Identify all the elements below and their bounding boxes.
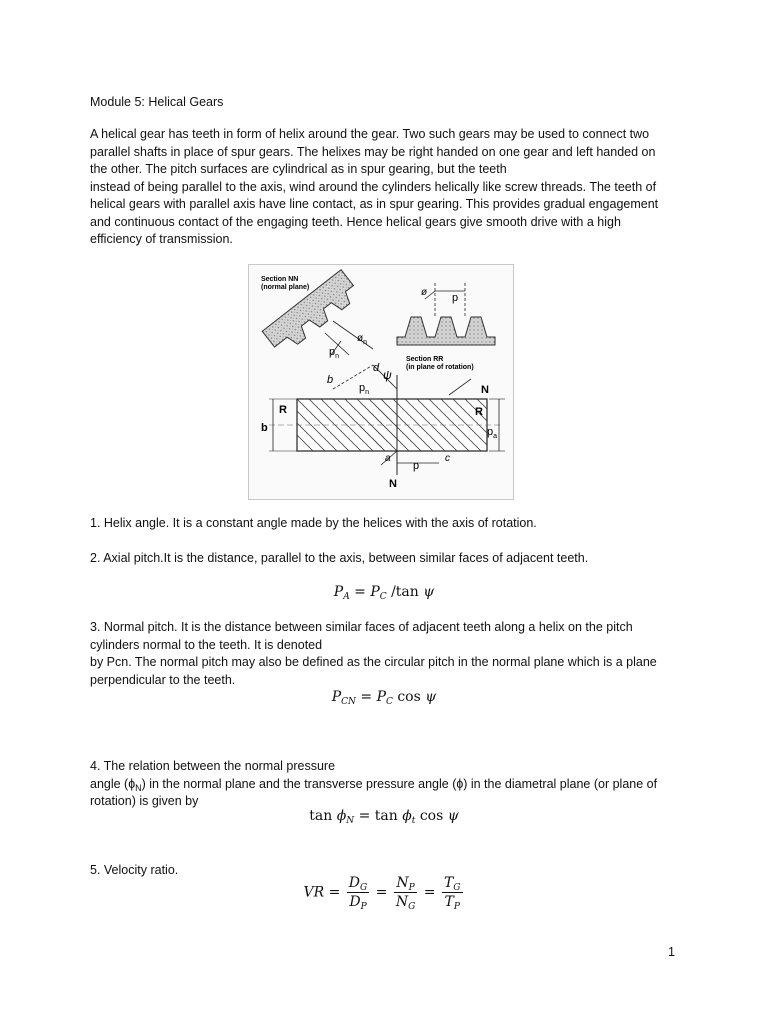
helical-gear-figure bbox=[248, 264, 514, 500]
intro-line: A helical gear has teeth in form of helix around the gear. Two such gears may be used to connect two bbox=[90, 127, 650, 141]
module-title: Module 5: Helical Gears bbox=[90, 95, 224, 109]
pressure-angle-equation: $\tan \phi_N = \tan \phi_t$ cos ψ bbox=[309, 808, 459, 826]
helix-angle-definition: 1. Helix angle. It is a constant angle made by the helices with the axis of rotation. bbox=[90, 516, 537, 530]
label-pa: $p_a$ bbox=[487, 426, 498, 440]
section-rr-label: Section RR bbox=[406, 356, 444, 363]
label-phi-n: $ø_n$ bbox=[357, 333, 368, 346]
pressure-angle-relation bbox=[90, 758, 678, 811]
axial-pitch-definition: 2. Axial pitch.It is the distance, parallel to the axis, between similar faces of adjacent teeth. bbox=[90, 551, 589, 565]
label-r-left: R bbox=[279, 404, 287, 416]
velocity-ratio-heading: 5. Velocity ratio. bbox=[90, 863, 179, 877]
label-a: a bbox=[385, 453, 391, 464]
section-rr-teeth bbox=[397, 317, 495, 345]
label-p-bottom: p bbox=[413, 460, 420, 472]
intro-line: instead of being parallel to the axis, wind around the cylinders helically like screw threads. The teeth of bbox=[90, 179, 657, 194]
normal-pitch-line: perpendicular to the teeth. bbox=[90, 672, 236, 687]
pressure-angle-line: rotation) is given by bbox=[90, 794, 199, 808]
normal-pitch-line: by Pcn. The normal pitch may also be defined as the circular pitch in the normal plane which is a plane bbox=[90, 655, 657, 669]
label-d: d bbox=[373, 362, 380, 374]
label-p-top: p bbox=[452, 292, 459, 304]
label-b-top: b bbox=[327, 374, 334, 386]
helical-gear-diagram bbox=[249, 265, 513, 499]
page-number: 1 bbox=[668, 945, 675, 959]
label-phi: ø bbox=[421, 287, 428, 298]
section-rr-sublabel: (in plane of rotation) bbox=[406, 364, 474, 371]
intro-line: helical gears with parallel axis have line contact, as in spur gearing. This provides gradual engagement bbox=[90, 197, 659, 211]
section-nn-sublabel: (normal plane) bbox=[261, 284, 310, 291]
label-pn-mid: $p_n$ bbox=[359, 382, 370, 396]
intro-line: the other. The pitch surfaces are cylindrical as in spur gearing, but the teeth bbox=[90, 162, 507, 176]
section-nn-label: Section NN bbox=[261, 276, 299, 283]
label-c: c bbox=[445, 453, 450, 464]
label-n-top: N bbox=[481, 384, 489, 396]
velocity-ratio-equation: VR = $\frac{D_G}{D_P}$ = $\frac{N_P}{N_G}$ = $\frac{T_G}{T_P}$ bbox=[303, 875, 461, 912]
normal-pitch-line: 3. Normal pitch. It is the distance between similar faces of adjacent teeth along a helix on the pitch bbox=[90, 620, 633, 634]
intro-line: and continuous contact of the engaging teeth. Hence helical gears give smooth drive with a high bbox=[90, 214, 621, 229]
pressure-angle-line: angle (ɸ$_N$) in the normal plane and the transverse pressure angle (ɸ) in the diametral plane (or plane of bbox=[90, 776, 658, 793]
intro-line: parallel shafts in place of spur gears. The helixes may be right handed on one gear and left handed on bbox=[90, 144, 656, 159]
label-r-right: R bbox=[475, 406, 483, 418]
intro-paragraph bbox=[90, 126, 678, 249]
label-psi: ψ bbox=[383, 368, 392, 382]
label-pn-top: $p_n$ bbox=[329, 346, 340, 360]
normal-pitch-definition bbox=[90, 619, 678, 689]
pressure-angle-line: 4. The relation between the normal pressure bbox=[90, 759, 336, 773]
normal-pitch-line: cylinders normal to the teeth. It is denoted bbox=[90, 637, 323, 652]
label-b-left: b bbox=[261, 422, 268, 434]
normal-pitch-equation: $P_{CN} = P_C$ cos ψ bbox=[331, 689, 437, 707]
intro-line: efficiency of transmission. bbox=[90, 232, 233, 246]
label-n-bottom: N bbox=[389, 478, 397, 490]
axial-pitch-equation: $P_A = P_C$ /tan ψ bbox=[333, 584, 435, 602]
